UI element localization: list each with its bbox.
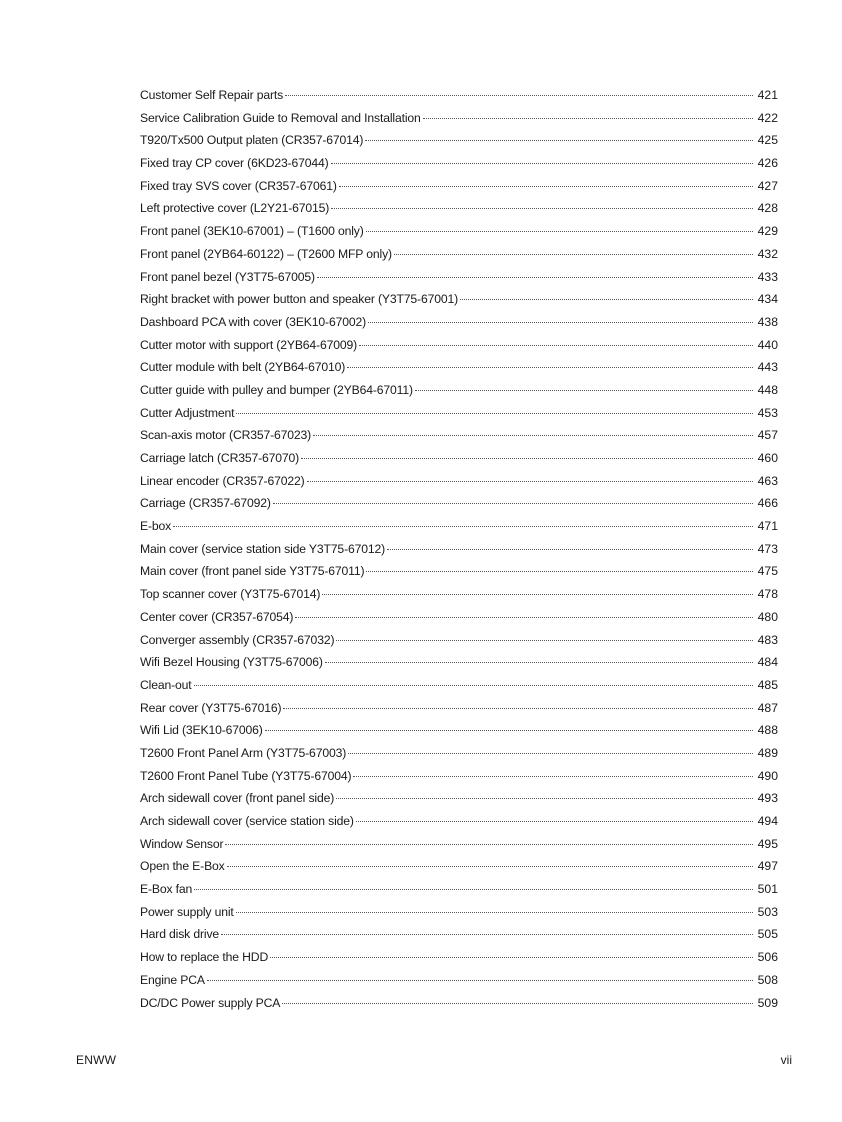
toc-entry[interactable] — [140, 107, 778, 130]
toc-entry[interactable] — [140, 129, 778, 152]
toc-entry-title[interactable]: Front panel bezel (Y3T75-67005) — [140, 269, 315, 284]
toc-dot-leader — [173, 526, 753, 527]
toc-entry-page-number[interactable]: 505 — [757, 927, 778, 942]
toc-dot-leader — [285, 95, 753, 96]
toc-dot-leader — [295, 617, 753, 618]
toc-entry-page-number[interactable]: 426 — [757, 156, 778, 171]
toc-entry[interactable] — [140, 560, 778, 583]
toc-entry-title[interactable]: Scan-axis motor (CR357-67023) — [140, 428, 312, 443]
toc-dot-leader — [283, 708, 753, 709]
toc-entry[interactable] — [140, 515, 778, 538]
toc-entry-page-number[interactable]: 485 — [757, 677, 778, 692]
toc-dot-leader — [365, 140, 753, 141]
toc-entry[interactable] — [140, 810, 778, 833]
toc-entry[interactable] — [140, 470, 778, 493]
toc-dot-leader — [331, 163, 753, 164]
toc-dot-leader — [221, 934, 753, 935]
toc-dot-leader — [415, 390, 753, 391]
toc-entry-page-number[interactable]: 501 — [757, 882, 778, 897]
toc-dot-leader — [336, 640, 753, 641]
toc-dot-leader — [236, 413, 753, 414]
toc-entry[interactable] — [140, 402, 778, 425]
toc-dot-leader — [336, 798, 753, 799]
toc-entry-page-number[interactable]: 478 — [757, 587, 778, 602]
toc-entry-title[interactable]: Linear encoder (CR357-67022) — [140, 473, 305, 488]
toc-entry-title[interactable]: Left protective cover (L2Y21-67015) — [140, 201, 330, 216]
toc-entry[interactable] — [140, 969, 778, 992]
toc-entry-page-number[interactable]: 488 — [757, 723, 778, 738]
toc-entry-page-number[interactable]: 429 — [757, 224, 778, 239]
toc-entry[interactable] — [140, 84, 778, 107]
toc-entry-page-number[interactable]: 432 — [757, 246, 778, 261]
toc-dot-leader — [270, 957, 753, 958]
toc-entry-title[interactable]: Carriage latch (CR357-67070) — [140, 451, 300, 465]
toc-entry[interactable] — [140, 833, 778, 856]
toc-entry-page-number[interactable]: 427 — [757, 178, 778, 193]
toc-dot-leader — [366, 231, 753, 232]
toc-entry[interactable] — [140, 447, 778, 470]
toc-entry[interactable] — [140, 719, 778, 742]
toc-dot-leader — [313, 435, 753, 436]
toc-entry[interactable] — [140, 538, 778, 561]
toc-entry-title[interactable]: DC/DC Power supply PCA — [140, 995, 281, 1010]
toc-dot-leader — [325, 662, 753, 663]
toc-entry-page-number[interactable]: 495 — [757, 836, 778, 851]
toc-entry-page-number[interactable]: 457 — [757, 428, 778, 443]
toc-entry-title[interactable]: Wifi Bezel Housing (Y3T75-67006) — [140, 655, 323, 670]
footer-page-number: vii — [780, 1053, 792, 1067]
toc-entry-title[interactable]: Clean-out — [140, 677, 192, 692]
toc-entry-page-number[interactable]: 487 — [757, 700, 778, 715]
toc-entry[interactable] — [140, 243, 778, 266]
toc-entry-page-number[interactable]: 433 — [757, 269, 778, 284]
toc-dot-leader — [366, 571, 753, 572]
toc-entry-title[interactable]: How to replace the HDD — [140, 950, 269, 965]
toc-dot-leader — [227, 866, 753, 867]
toc-entry[interactable] — [140, 946, 778, 969]
toc-dot-leader — [347, 367, 753, 368]
toc-entry-title[interactable]: Arch sidewall cover (front panel side) — [140, 791, 335, 806]
toc-dot-leader — [387, 549, 753, 550]
toc-entry-title[interactable]: Dashboard PCA with cover (3EK10-67002) — [140, 314, 366, 329]
toc-entry-title[interactable]: Rear cover (Y3T75-67016) — [140, 700, 282, 715]
toc-entry-title[interactable]: T2600 Front Panel Tube (Y3T75-67004) — [140, 768, 352, 783]
toc-entry-page-number[interactable]: 448 — [757, 382, 778, 397]
toc-entry-title[interactable]: Right bracket with power button and speaker (Y3T75-67001) — [140, 292, 458, 307]
toc-entry-title[interactable]: Wifi Lid (3EK10-67006) — [140, 723, 263, 738]
toc-entry-title[interactable]: Converger assembly (CR357-67032) — [140, 632, 335, 647]
toc-entry-page-number[interactable]: 484 — [757, 655, 778, 670]
toc-entry-page-number[interactable]: 428 — [757, 201, 778, 216]
toc-dot-leader — [331, 208, 753, 209]
toc-entry-page-number[interactable]: 483 — [757, 632, 778, 647]
toc-entry-title[interactable]: Customer Self Repair parts — [140, 88, 284, 102]
toc-entry-title[interactable]: E-Box fan — [140, 882, 193, 897]
toc-entry-title[interactable]: Fixed tray CP cover (6KD23-67044) — [140, 156, 329, 171]
toc-entry-page-number[interactable]: 440 — [757, 337, 778, 352]
toc-dot-leader — [207, 980, 753, 981]
toc-dot-leader — [282, 1003, 753, 1004]
toc-entry-page-number[interactable]: 466 — [757, 496, 778, 511]
toc-entry-page-number[interactable]: 503 — [757, 904, 778, 919]
toc-entry-page-number[interactable]: 490 — [757, 768, 778, 783]
toc-entry-title[interactable]: Top scanner cover (Y3T75-67014) — [140, 587, 321, 602]
toc-entry[interactable] — [140, 288, 778, 311]
toc-entry-title[interactable]: E-box — [140, 519, 172, 534]
toc-entry-page-number[interactable]: 480 — [757, 609, 778, 624]
toc-dot-leader — [225, 844, 753, 845]
toc-dot-leader — [460, 299, 753, 300]
toc-entry-title[interactable]: Cutter guide with pulley and bumper (2YB64-67011) — [140, 382, 413, 397]
toc-dot-leader — [348, 753, 753, 754]
toc-entry[interactable] — [140, 197, 778, 220]
toc-entry[interactable] — [140, 651, 778, 674]
toc-entry[interactable] — [140, 152, 778, 175]
toc-entry-title[interactable]: T920/Tx500 Output platen (CR357-67014) — [140, 133, 364, 148]
footer-label: ENWW — [76, 1053, 117, 1067]
toc-entry-title[interactable]: Cutter motor with support (2YB64-67009) — [140, 337, 358, 352]
toc-dot-leader — [356, 821, 753, 822]
toc-entry-page-number[interactable]: 494 — [757, 814, 778, 828]
toc-entry-page-number[interactable]: 453 — [757, 405, 778, 420]
toc-entry[interactable] — [140, 901, 778, 924]
toc-entry[interactable] — [140, 606, 778, 629]
toc-entry-title[interactable]: Service Calibration Guide to Removal and Installation — [140, 110, 421, 125]
toc-entry[interactable] — [140, 674, 778, 697]
toc-entry[interactable] — [140, 492, 778, 515]
toc-entry-page-number[interactable]: 434 — [757, 292, 778, 307]
toc-entry[interactable] — [140, 583, 778, 606]
toc-entry-page-number[interactable]: 509 — [757, 995, 778, 1010]
toc-entry[interactable] — [140, 266, 778, 289]
table-of-contents — [140, 84, 778, 1014]
toc-entry-title[interactable]: Hard disk drive — [140, 927, 220, 942]
toc-dot-leader — [353, 776, 753, 777]
toc-entry-title[interactable]: Cutter module with belt (2YB64-67010) — [140, 360, 346, 375]
toc-entry[interactable] — [140, 424, 778, 447]
toc-entry-page-number[interactable]: 425 — [757, 133, 778, 148]
toc-entry[interactable] — [140, 923, 778, 946]
toc-dot-leader — [423, 118, 753, 119]
toc-entry[interactable] — [140, 334, 778, 357]
toc-entry-page-number[interactable]: 422 — [757, 110, 778, 125]
toc-entry-title[interactable]: Open the E-Box — [140, 859, 225, 874]
toc-dot-leader — [236, 912, 753, 913]
toc-dot-leader — [394, 254, 753, 255]
toc-entry[interactable] — [140, 175, 778, 198]
toc-dot-leader — [368, 322, 753, 323]
toc-entry[interactable] — [140, 311, 778, 334]
toc-dot-leader — [307, 481, 754, 482]
toc-entry-page-number[interactable]: 489 — [757, 745, 778, 760]
toc-entry[interactable] — [140, 697, 778, 720]
toc-entry-title[interactable]: Cutter Adjustment — [140, 405, 235, 420]
toc-dot-leader — [301, 458, 753, 459]
toc-entry-title[interactable]: Window Sensor — [140, 836, 224, 851]
toc-entry-page-number[interactable]: 506 — [757, 950, 778, 965]
toc-entry[interactable] — [140, 356, 778, 379]
toc-entry-title[interactable]: Engine PCA — [140, 972, 205, 987]
toc-dot-leader — [194, 685, 754, 686]
toc-entry-page-number[interactable]: 460 — [757, 451, 778, 465]
toc-dot-leader — [359, 345, 753, 346]
toc-dot-leader — [322, 594, 753, 595]
toc-entry-title[interactable]: Fixed tray SVS cover (CR357-67061) — [140, 178, 337, 193]
toc-entry[interactable] — [140, 220, 778, 243]
toc-entry[interactable] — [140, 992, 778, 1015]
toc-entry[interactable] — [140, 742, 778, 765]
toc-entry-page-number[interactable]: 463 — [757, 473, 778, 488]
toc-entry-title[interactable]: T2600 Front Panel Arm (Y3T75-67003) — [140, 745, 347, 760]
toc-entry-page-number[interactable]: 493 — [757, 791, 778, 806]
toc-entry-title[interactable]: Center cover (CR357-67054) — [140, 609, 294, 624]
toc-entry-title[interactable]: Front panel (3EK10-67001) – (T1600 only) — [140, 224, 364, 239]
toc-dot-leader — [273, 503, 753, 504]
toc-entry[interactable] — [140, 878, 778, 901]
toc-entry-title[interactable]: Front panel (2YB64-60122) – (T2600 MFP only) — [140, 246, 392, 261]
toc-entry-page-number[interactable]: 471 — [757, 519, 778, 534]
toc-dot-leader — [194, 889, 753, 890]
toc-entry[interactable] — [140, 787, 778, 810]
toc-entry[interactable] — [140, 765, 778, 788]
toc-entry-page-number[interactable]: 508 — [757, 972, 778, 987]
toc-entry[interactable] — [140, 379, 778, 402]
toc-dot-leader — [265, 730, 753, 731]
toc-entry-page-number[interactable]: 438 — [757, 314, 778, 329]
toc-dot-leader — [339, 186, 753, 187]
toc-entry-title[interactable]: Arch sidewall cover (service station side) — [140, 814, 354, 828]
toc-dot-leader — [317, 277, 753, 278]
toc-entry-title[interactable]: Main cover (front panel side Y3T75-67011) — [140, 564, 365, 579]
toc-entry[interactable] — [140, 629, 778, 652]
toc-entry-page-number[interactable]: 443 — [757, 360, 778, 375]
toc-entry[interactable] — [140, 855, 778, 878]
toc-entry-page-number[interactable]: 497 — [757, 859, 778, 874]
toc-entry-page-number[interactable]: 421 — [757, 88, 778, 102]
toc-entry-title[interactable]: Main cover (service station side Y3T75-67012) — [140, 541, 386, 556]
toc-entry-title[interactable]: Carriage (CR357-67092) — [140, 496, 271, 511]
toc-entry-page-number[interactable]: 473 — [757, 541, 778, 556]
toc-entry-page-number[interactable]: 475 — [757, 564, 778, 579]
toc-entry-title[interactable]: Power supply unit — [140, 904, 234, 919]
